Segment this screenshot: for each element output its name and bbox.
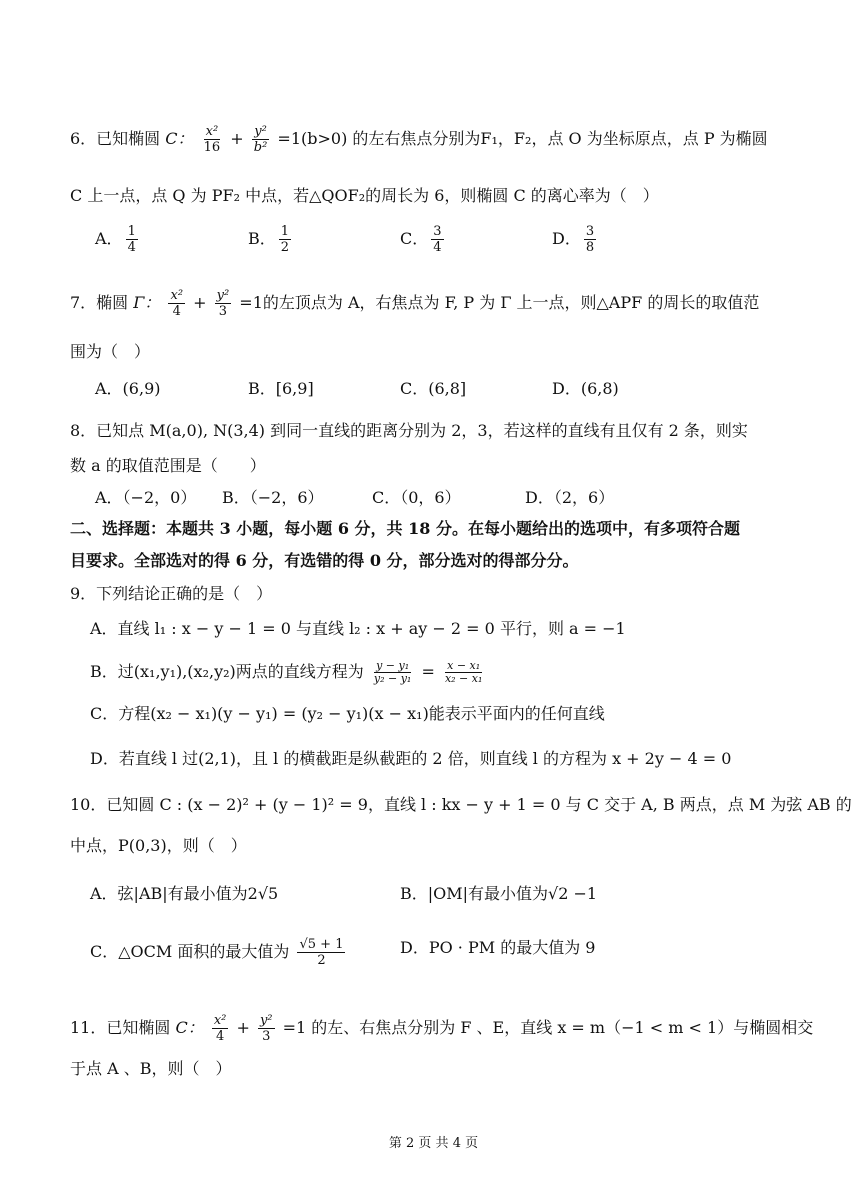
q10-option-b: B．|OM|有最小值为√2 −1 xyxy=(400,884,598,903)
q8-line2: 数 a 的取值范围是（ ） xyxy=(70,456,266,475)
q11-frac-y: $\frac{\text{y²}}{3}$ xyxy=(259,1013,273,1044)
q6-text: 的左右焦点分别为F₁，F₂，点 O 为坐标原点，点 P 为椭圆 xyxy=(352,129,768,148)
q7-line1: 7．椭圆 Γ： $\frac{\text{x²}}{4}$ + $\frac{\text{y²}}{3}$ =1的左顶点为 A，右焦点为 F, P 为 Γ 上一点，则△APF 的周长的取值范 xyxy=(70,288,760,319)
q10-option-a: A．弦|AB|有最小值为2√5 xyxy=(90,884,279,903)
q6-line1: 6．已知椭圆 C： $\frac{\text{x²}}{16}$ + $\frac{\text{y²}}{\text{b²}}$ =1(b>0) 的左右焦点分别为F₁，F₂，点 O 为坐标原点，点 P 为椭圆 xyxy=(70,124,768,155)
q9-frac-y: $\frac{\text{y − y₁}}{\text{y₂ − y₁}}$ xyxy=(373,659,412,685)
q8-line1: 8．已知点 M(a,0), N(3,4) 到同一直线的距离分别为 2，3，若这样的直线有且仅有 2 条，则实 xyxy=(70,421,748,440)
q6-option-c: C． $\frac{3}{4}$ xyxy=(400,224,442,255)
q9-stem: 9．下列结论正确的是（ ） xyxy=(70,584,273,603)
q6-option-a: A． $\frac{1}{4}$ xyxy=(95,224,136,255)
q6-ellipse-name: C： xyxy=(165,129,194,148)
q9-option-a: A．直线 l₁ : x − y − 1 = 0 与直线 l₂ : x + ay − 2 = 0 平行，则 a = −1 xyxy=(90,619,626,638)
q6-line2: C 上一点，点 Q 为 PF₂ 中点，若△QOF₂的周长为 6，则椭圆 C 的离心率为（ ） xyxy=(70,186,659,205)
q8-option-d: D．（2，6） xyxy=(525,488,615,507)
q7-frac-x: $\frac{\text{x²}}{4}$ xyxy=(170,288,184,319)
page-footer: 第 2 页 共 4 页 xyxy=(388,1136,479,1151)
q6-option-b: B． $\frac{1}{2}$ xyxy=(248,224,290,255)
q9-option-b: B．过(x₁,y₁),(x₂,y₂)两点的直线方程为 $\frac{\text{y − y₁}}{\text{y₂ − y₁}}$ = $\frac{\text{x − x₁}}{\text{x₂ − x₁}}$ xyxy=(90,659,483,685)
q10-frac: $\frac{√5 + 1}{2}$ xyxy=(299,937,344,968)
q10-option-d: D．PO · PM 的最大值为 9 xyxy=(400,938,596,957)
q7-frac-y: $\frac{\text{y²}}{3}$ xyxy=(216,288,230,319)
q10-line1: 10．已知圆 C : (x − 2)² + (y − 1)² = 9，直线 l : kx − y + 1 = 0 与 C 交于 A, B 两点，点 M 为弦 AB 的 xyxy=(70,795,852,814)
q7-option-b: B．[6,9] xyxy=(248,379,314,398)
q11-frac-x: $\frac{\text{x²}}{4}$ xyxy=(213,1013,227,1044)
q9-option-c: C．方程(x₂ − x₁)(y − y₁) = (y₂ − y₁)(x − x₁)能表示平面内的任何直线 xyxy=(90,704,605,723)
q7-line2: 围为（ ） xyxy=(70,342,151,361)
q11-line1: 11．已知椭圆 C： $\frac{\text{x²}}{4}$ + $\frac{\text{y²}}{3}$ =1 的左、右焦点分别为 F 、E，直线 x = m（−1 < m < 1）与椭圆相交 xyxy=(70,1013,814,1044)
section2-line1: 二、选择题：本题共 3 小题，每小题 6 分，共 18 分。在每小题给出的选项中，有多项符合题 xyxy=(70,519,740,538)
q11-text: =1 的左、右焦点分别为 F 、E，直线 x = m（−1 < m < 1）与椭圆相交 xyxy=(282,1018,814,1037)
q6-option-d: D． $\frac{3}{8}$ xyxy=(552,224,595,255)
q7-prefix: 7．椭圆 xyxy=(70,293,129,312)
q6-frac-x: $\frac{\text{x²}}{16}$ xyxy=(203,124,221,155)
q8-option-a: A．（−2，0） xyxy=(95,488,197,507)
q11-line2: 于点 A 、B，则（ ） xyxy=(70,1059,232,1078)
q7-option-c: C．(6,8] xyxy=(400,379,467,398)
q7-text: =1的左顶点为 A，右焦点为 F, P 为 Γ 上一点，则△APF 的周长的取值范 xyxy=(239,293,760,312)
q10-option-c: C．△OCM 面积的最大值为 $\frac{√5 + 1}{2}$ xyxy=(90,937,344,968)
q9-frac-x: $\frac{\text{x − x₁}}{\text{x₂ − x₁}}$ xyxy=(444,659,483,685)
q9-option-d: D．若直线 l 过(2,1)，且 l 的横截距是纵截距的 2 倍，则直线 l 的方程为 x + 2y − 4 = 0 xyxy=(90,749,732,768)
q7-option-a: A．(6,9) xyxy=(95,379,161,398)
q8-option-c: C．（0，6） xyxy=(372,488,461,507)
q8-option-b: B．（−2，6） xyxy=(222,488,324,507)
q6-frac-y: $\frac{\text{y²}}{\text{b²}}$ xyxy=(253,124,268,155)
q6-prefix: 6．已知椭圆 xyxy=(70,129,161,148)
q11-prefix: 11．已知椭圆 xyxy=(70,1018,171,1037)
q10-line2: 中点，P(0,3)，则（ ） xyxy=(70,836,247,855)
section2-line2: 目要求。全部选对的得 6 分，有选错的得 0 分，部分选对的得部分分。 xyxy=(70,551,579,570)
q6-condition: =1(b>0) xyxy=(277,129,348,148)
q7-option-d: D．(6,8) xyxy=(552,379,619,398)
